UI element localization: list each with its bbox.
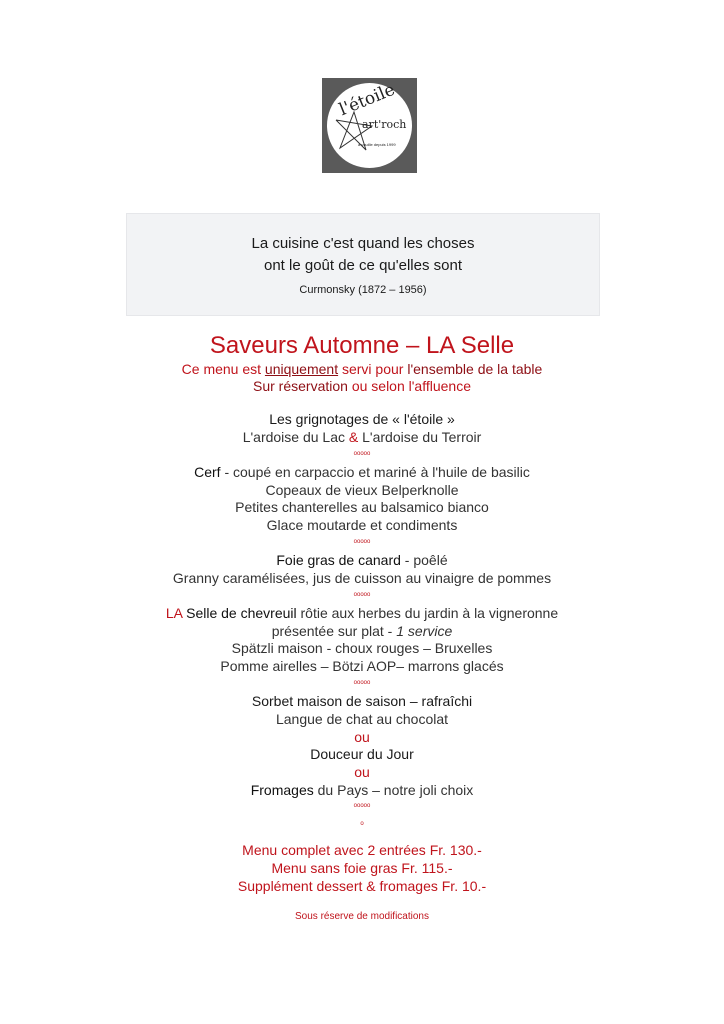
course-4-line-3: Spätzli maison - choux rouges – Bruxelles xyxy=(231,640,493,656)
price-line-3: Supplément dessert & fromages Fr. 10.- xyxy=(237,878,487,894)
separator: ooooo xyxy=(353,592,371,598)
menu-title: Saveurs Automne – LA Selle xyxy=(209,332,515,359)
course-3-line-2: Granny caramélisées, jus de cuisson au vinaigre de pommes xyxy=(172,570,552,586)
course-4-line-1: LA Selle de chevreuil rôtie aux herbes du jardin à la vigneronne xyxy=(165,605,559,621)
logo-name: l'étoile xyxy=(336,79,398,121)
course-5-line-1: Sorbet maison de saison – rafraîchi xyxy=(251,693,473,709)
etoile-logo xyxy=(322,78,417,173)
course-2-line-4: Glace moutarde et condiments xyxy=(266,517,458,533)
notice-line-2: Sur réservation ou selon l'affluence xyxy=(253,378,471,394)
footer-note: Sous réserve de modifications xyxy=(295,911,429,922)
or-label: ou xyxy=(354,729,370,745)
course-2-line-1: Cerf - coupé en carpaccio et mariné à l'huile de basilic xyxy=(194,464,530,480)
course-5-line-2: Langue de chat au chocolat xyxy=(275,711,449,727)
course-2-line-2: Copeaux de vieux Belperknolle xyxy=(265,482,459,498)
separator: ooooo xyxy=(353,451,371,457)
separator: ooooo xyxy=(353,803,371,809)
course-1-title: Les grignotages de « l'étoile » xyxy=(269,411,455,427)
separator: ooooo xyxy=(353,539,371,545)
quote-box xyxy=(126,213,600,316)
quote-author: Curmonsky (1872 – 1956) xyxy=(299,284,427,296)
separator-single: o xyxy=(360,821,364,827)
price-line-2: Menu sans foie gras Fr. 115.- xyxy=(271,860,453,876)
or-label: ou xyxy=(354,764,370,780)
price-line-1: Menu complet avec 2 entrées Fr. 130.- xyxy=(242,842,482,858)
course-2-line-3: Petites chanterelles au balsamico bianco xyxy=(235,499,489,515)
course-3-line-1: Foie gras de canard - poêlé xyxy=(276,552,448,568)
logo-tagline: à vouille depuis 1999 xyxy=(358,142,396,147)
notice-line-1: Ce menu est uniquement servi pour l'ensemble de la table xyxy=(181,361,543,377)
logo-sub: art'roch xyxy=(362,118,407,131)
quote-line-1: La cuisine c'est quand les choses xyxy=(251,235,475,252)
course-1-line: L'ardoise du Lac & L'ardoise du Terroir xyxy=(242,429,482,445)
course-5-line-4: Fromages du Pays – notre joli choix xyxy=(250,782,474,798)
course-4-line-2: présentée sur plat - 1 service xyxy=(271,623,453,639)
course-4-line-4: Pomme airelles – Bötzi AOP– marrons glacés xyxy=(220,658,504,674)
course-5-line-3: Douceur du Jour xyxy=(310,746,414,762)
separator: ooooo xyxy=(353,680,371,686)
quote-line-2: ont le goût de ce qu'elles sont xyxy=(263,257,462,274)
